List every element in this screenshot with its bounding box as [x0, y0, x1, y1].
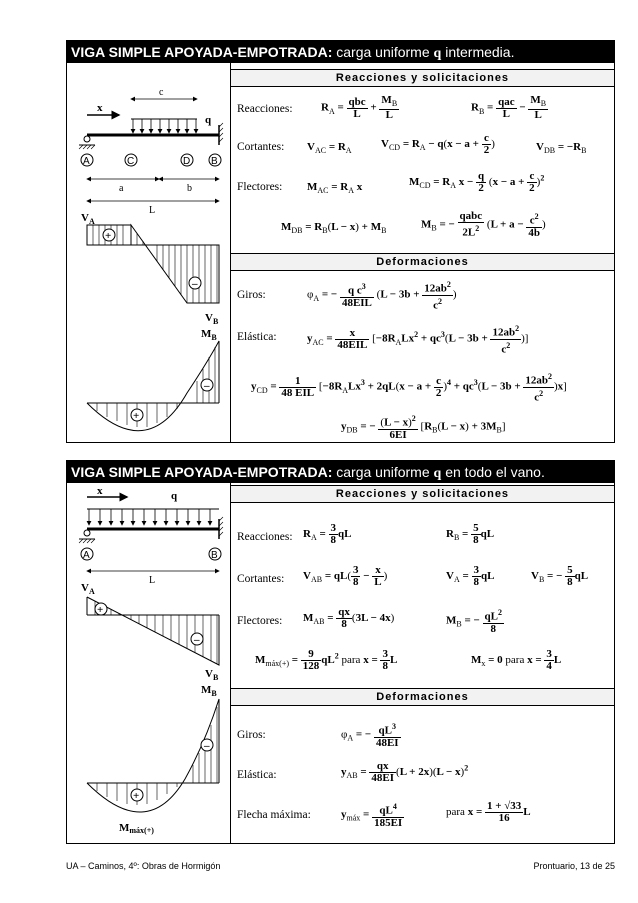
fig-mmax-label: Mmáx(+) [119, 822, 154, 835]
section-reactions-header: Reacciones y solicitaciones [231, 69, 614, 87]
label-shear: Cortantes: [237, 141, 285, 153]
section-deformations-header: Deformaciones [231, 253, 614, 271]
eq-mdb: $M_{DB} = R_B(L - x) + M_B$ [281, 221, 387, 236]
svg-text:+: + [133, 790, 140, 802]
fig-x-label: x [97, 102, 103, 114]
label-rotations: Giros: [237, 289, 266, 301]
footer-page: Prontuario, 13 de 25 [533, 861, 615, 871]
panel-intermediate-load [66, 40, 615, 443]
fig-q-label: q [205, 114, 212, 126]
label-elastic: Elástica: [237, 331, 277, 343]
eq-mb: $M_B$ = − $\frac{\text{qabc}}{2L^2}$ (L + a − $\frac{c^2}{4b}$ ) [421, 210, 546, 239]
label-reactions: Reacciones: [237, 103, 293, 115]
eq-vcd: $V_{CD} = R_A - q(x - a$ + $\frac{c}{2}$ ) [381, 132, 495, 156]
fig-va-label: $V_A$ [81, 212, 95, 226]
eq-ymax: $y_{máx}$ = $\frac{qL^4}{185EI}$ [341, 802, 403, 829]
eq-rb: $R_B$ = $\frac{\text{qac}}{L}$ − $\frac{M_B}{L}$ [471, 94, 547, 122]
fig-c-label: c [159, 87, 164, 98]
eq-mcd: $M_{CD} = R_A$ x − $\frac{q}{2}$ (x − a + $\frac{c}{2}$ )$^2$ [409, 170, 545, 194]
svg-text:–: – [204, 380, 210, 392]
eq-ycd: $y_{CD}$ = $\frac{1}{\text{48 EIL}}$ [$-8R_ALx^3 + 2qL(x - a$ + $\frac{c}{2}$ )$^4 + qc^3(L - 3b$ + $\frac{12ab^2}{c^2}$ )x] [251, 372, 567, 404]
fig-l-label: L [149, 575, 156, 586]
eq-mmax: $M_{máx(+)}$ = $\frac{9}{128}$ $qL^2$ para x = $\frac{3}{8}$ L [255, 648, 398, 672]
label-rotations: Giros: [237, 729, 266, 741]
beam-figure [67, 63, 231, 443]
eq-mx-zero: $M_x = 0$ para x = $\frac{3}{4}$ L [471, 648, 562, 672]
fig-point-b: B [211, 550, 218, 561]
label-shear: Cortantes: [237, 573, 285, 585]
eq-ra: $R_A$ = $\frac{3}{8}$ qL [303, 522, 352, 546]
eq-yab: $y_{AB}$ = $\frac{qx}{48EI}$ $(L + 2x)(L - x)^2$ [341, 760, 469, 784]
eq-mab: $M_{AB}$ = $\frac{qx}{8}$ (3L − 4x) [303, 606, 395, 630]
eq-yac: $y_{AC}$ = $\frac{x}{\text{48EIL}}$ [$-8R_ALx^2 + qc^3(L - 3b$ + $\frac{12ab^2}{c^2}$ )] [307, 324, 529, 356]
fig-b-label: b [187, 183, 192, 194]
svg-text:+: + [105, 230, 112, 242]
formulas-area [231, 63, 614, 443]
eq-vdb: $V_{DB} = -R_B$ [536, 141, 587, 156]
label-moments: Flectores: [237, 181, 283, 193]
svg-text:–: – [204, 740, 210, 752]
panel-title: VIGA SIMPLE APOYADA-EMPOTRADA: carga uniforme q intermedia. [67, 41, 614, 63]
eq-vac: $V_{AC} = R_A$ [307, 141, 352, 156]
section-deformations-header: Deformaciones [231, 688, 614, 706]
eq-x-ymax: para x = $\frac{1 + √33}{16}$ L [446, 800, 531, 824]
label-elastic: Elástica: [237, 769, 277, 781]
fig-vb-label: $V_B$ [205, 668, 219, 682]
formulas-area [231, 483, 614, 844]
fig-point-a: A [83, 550, 90, 561]
eq-ra: $R_A$ = $\frac{\text{qbc}}{L}$ + $\frac{M_B}{L}$ [321, 94, 398, 122]
label-moments: Flectores: [237, 615, 283, 627]
beam-figure [67, 483, 231, 844]
fig-q-label: q [171, 490, 178, 502]
svg-text:+: + [133, 410, 140, 422]
footer-course: UA – Caminos, 4º: Obras de Hormigón [66, 861, 221, 871]
eq-mb: $M_B$ = − $\frac{qL^2}{8}$ [446, 608, 502, 635]
fig-a-label: a [119, 183, 124, 194]
fig-point-b: B [211, 156, 218, 167]
eq-va: $V_A$ = $\frac{3}{8}$ qL [446, 564, 495, 588]
fig-point-a: A [83, 156, 90, 167]
beam-diagram [67, 483, 231, 844]
panel-full-span-load [66, 460, 615, 844]
fig-mb-label: $M_B$ [201, 328, 217, 342]
eq-ydb: $y_{DB}$ = − $\frac{(L - x)^2}{6EI}$ $[R_B(L - x) + 3M_B]$ [341, 414, 506, 441]
label-reactions: Reacciones: [237, 531, 293, 543]
eq-phi-a: $\varphi_A$ = − $\frac{q c^3}{\text{48EIL}}$ (L − 3b + $\frac{12ab^2}{c^2}$ ) [307, 280, 457, 312]
section-reactions-header: Reacciones y solicitaciones [231, 485, 614, 503]
eq-phi-a: $\varphi_A$ = − $\frac{qL^3}{48EI}$ [341, 722, 399, 749]
fig-point-c: C [127, 156, 135, 167]
fig-va-label: $V_A$ [81, 582, 95, 596]
fig-point-d: D [183, 156, 191, 167]
fig-mb-label: $M_B$ [201, 684, 217, 698]
fig-x-label: x [97, 485, 103, 497]
beam-diagram [67, 63, 231, 443]
panel-title: VIGA SIMPLE APOYADA-EMPOTRADA: carga uniforme q en todo el vano. [67, 461, 614, 483]
fig-l-label: L [149, 205, 156, 216]
eq-vb: $V_B$ = − $\frac{5}{8}$ qL [531, 564, 589, 588]
svg-text:–: – [194, 634, 200, 646]
eq-rb: $R_B$ = $\frac{5}{8}$ qL [446, 522, 495, 546]
eq-vab: $V_{AB} = qL$( $\frac{3}{8}$ − $\frac{x}{L}$ ) [303, 564, 388, 588]
fig-vb-label: $V_B$ [205, 312, 219, 326]
eq-mac: $M_{AC} = R_A$ x [307, 181, 363, 196]
svg-text:+: + [97, 604, 104, 616]
label-max-deflection: Flecha máxima: [237, 809, 311, 821]
svg-text:–: – [192, 278, 198, 290]
